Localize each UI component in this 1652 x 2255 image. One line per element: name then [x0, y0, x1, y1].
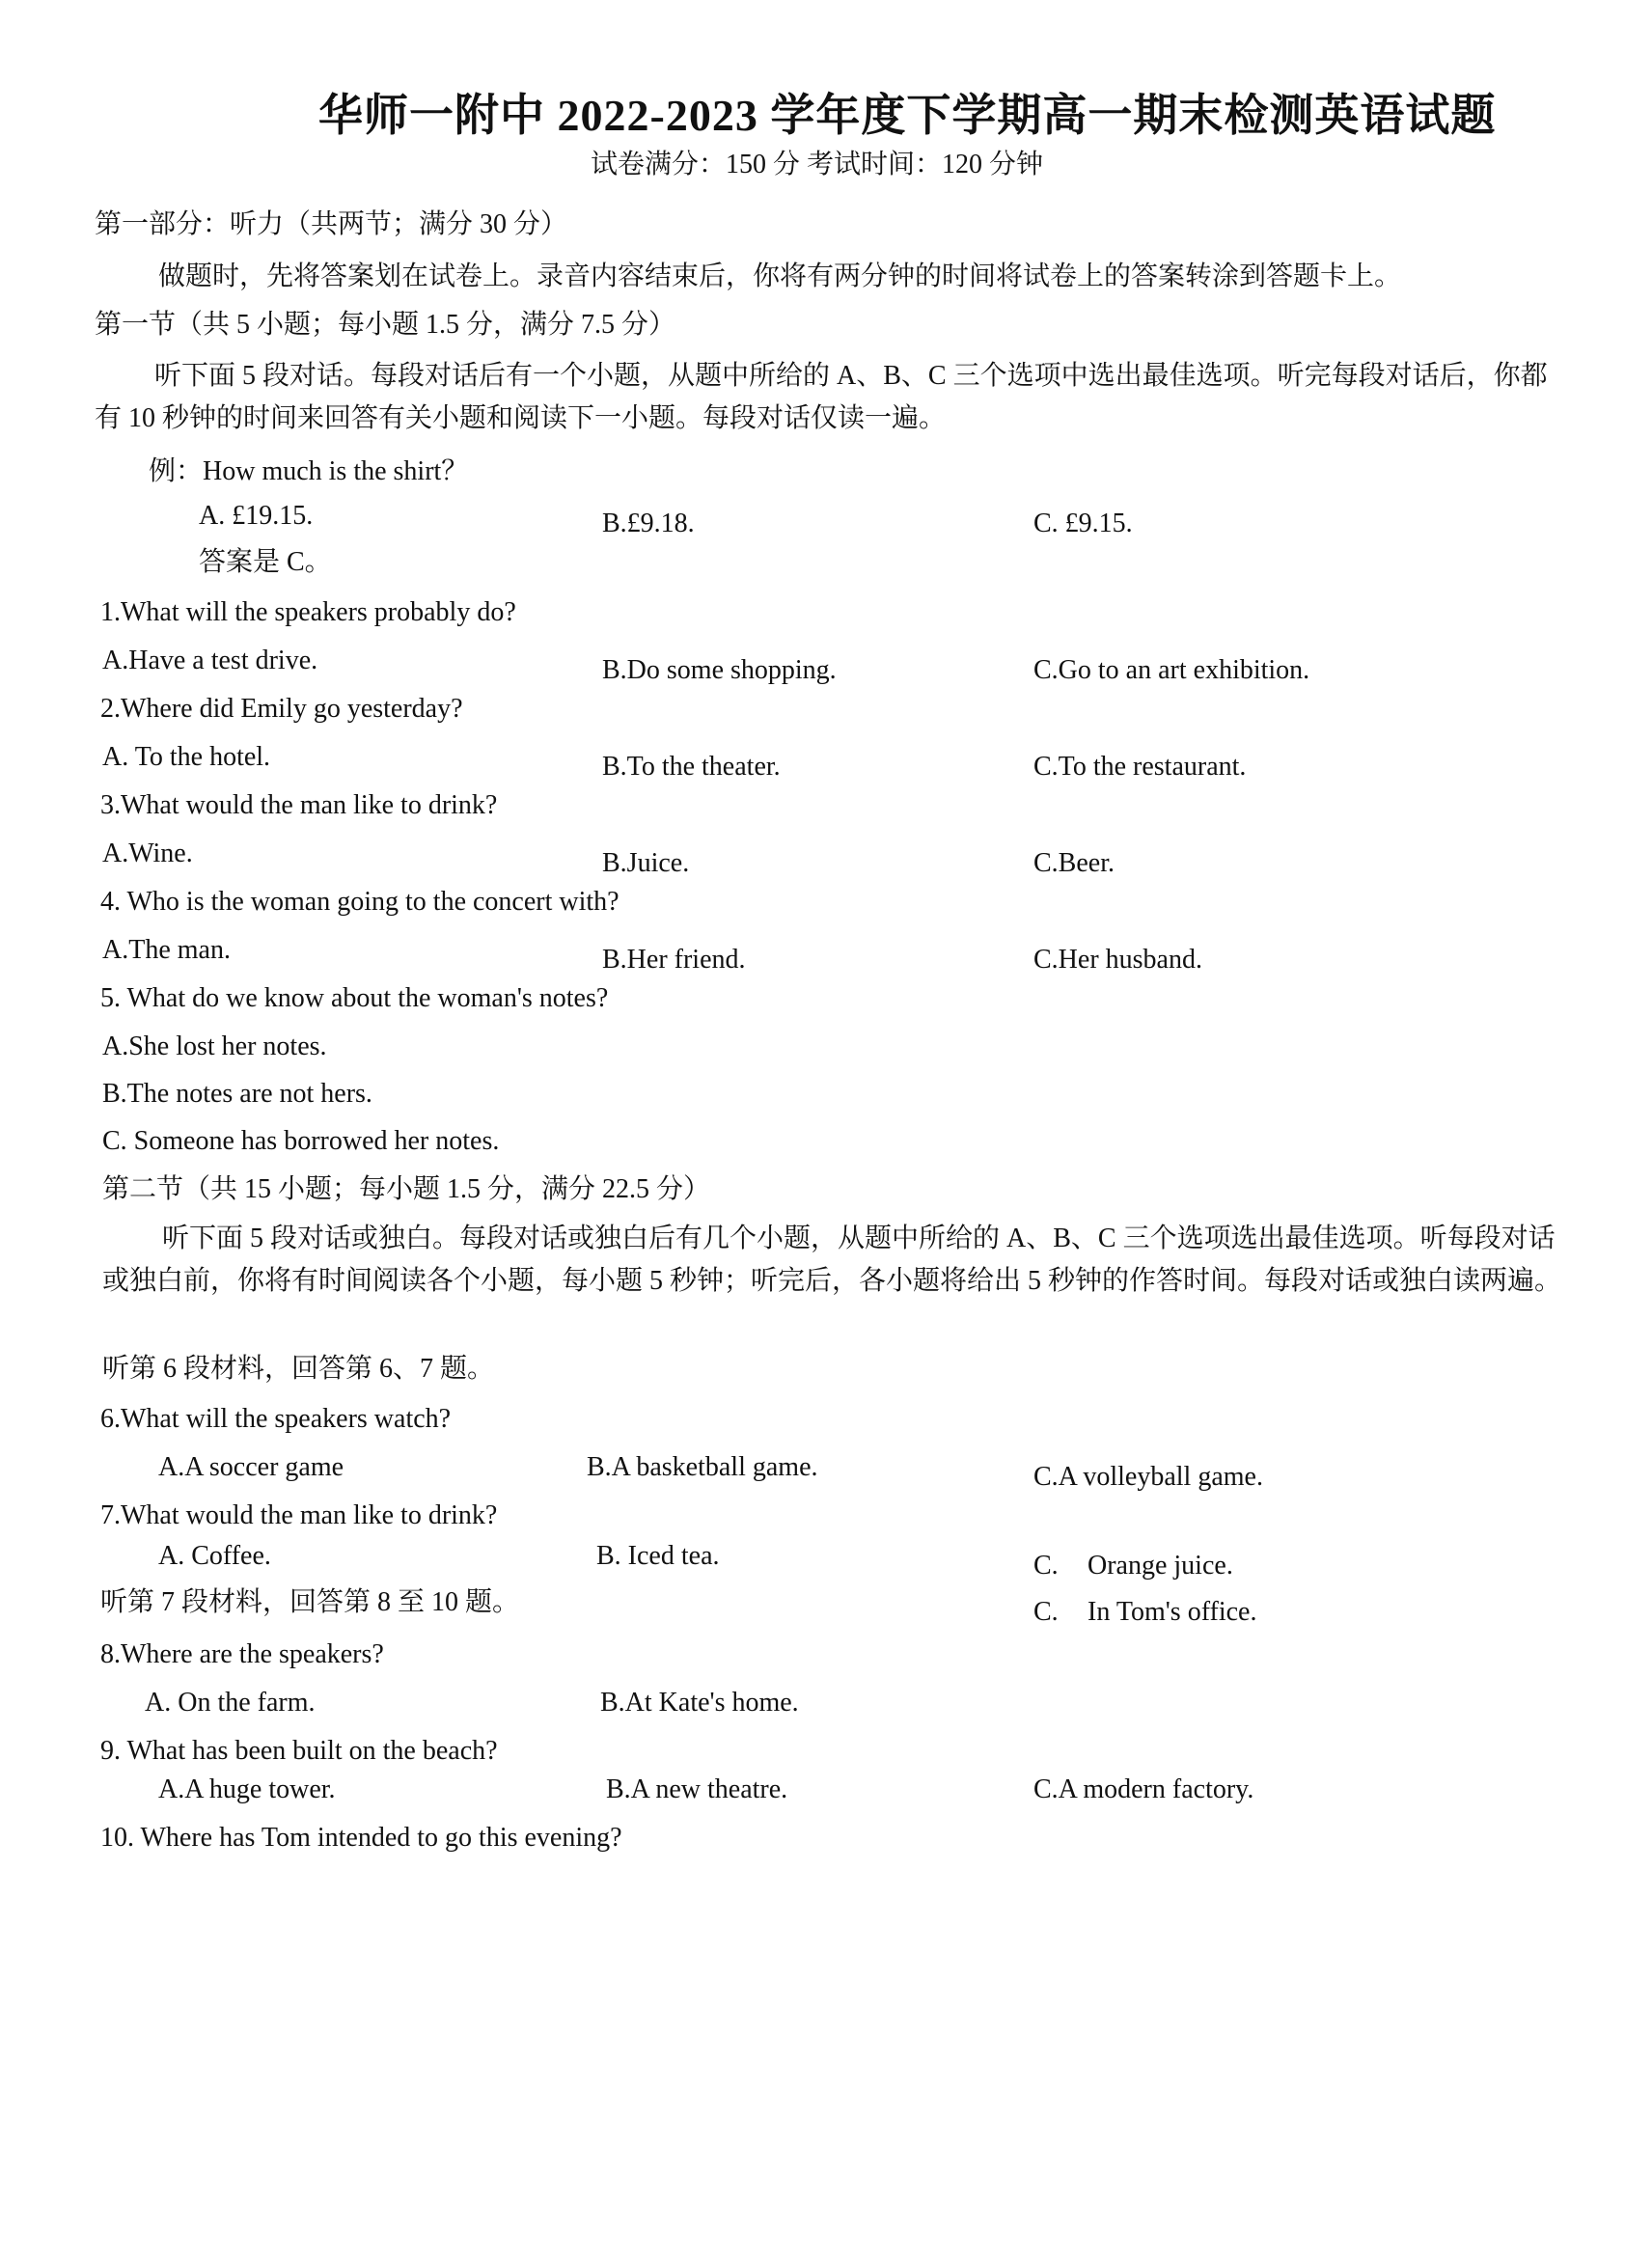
q2-option-c: C.To the restaurant. [1033, 752, 1247, 782]
q1-option-b: B.Do some shopping. [602, 655, 837, 685]
question-1: 1.What will the speakers probably do? [100, 597, 516, 627]
q8-option-a: A. On the farm. [145, 1688, 316, 1718]
section2-heading: 第二节（共 15 小题；每小题 1.5 分，满分 22.5 分） [102, 1174, 711, 1204]
q6-option-b: B.A basketball game. [587, 1452, 818, 1482]
q3-option-a: A.Wine. [102, 839, 193, 868]
q1-option-a: A.Have a test drive. [102, 646, 318, 675]
material-6-note: 听第 6 段材料，回答第 6、7 题。 [102, 1354, 495, 1384]
q8-option-b: B.At Kate's home. [600, 1688, 799, 1718]
example-option-b: B.£9.18. [602, 509, 695, 538]
q3-option-b: B.Juice. [602, 848, 690, 878]
q4-option-a: A.The man. [102, 935, 231, 965]
question-5: 5. What do we know about the woman's notes? [100, 983, 609, 1013]
question-6: 6.What will the speakers watch? [100, 1404, 452, 1434]
stray-option-letter: C. [1033, 1597, 1059, 1627]
q7-option-c-text: Orange juice. [1088, 1551, 1233, 1581]
question-2: 2.Where did Emily go yesterday? [100, 694, 463, 724]
q2-option-b: B.To the theater. [602, 752, 781, 782]
q4-option-b: B.Her friend. [602, 945, 746, 975]
section1-instruction: 听下面 5 段对话。每段对话后有一个小题，从题中所给的 A、B、C 三个选项中选出最佳选项。听完每段对话后，你都有 10 秒钟的时间来回答有关小题和阅读下一小题。每段对话仅读一遍。 [95, 361, 1548, 433]
section1-heading: 第一节（共 5 小题；每小题 1.5 分，满分 7.5 分） [95, 310, 676, 340]
example-option-c: C. £9.15. [1033, 509, 1133, 538]
q5-option-c: C. Someone has borrowed her notes. [102, 1126, 500, 1156]
example-question: 例：How much is the shirt？ [149, 456, 469, 486]
q7-option-c-letter: C. [1033, 1551, 1059, 1581]
q9-option-a: A.A huge tower. [158, 1774, 336, 1804]
q1-option-c: C.Go to an art exhibition. [1033, 655, 1310, 685]
part1-instruction: 做题时，先将答案划在试卷上。录音内容结束后，你将有两分钟的时间将试卷上的答案转涂到答题卡上。 [158, 261, 1402, 291]
question-9: 9. What has been built on the beach? [100, 1736, 498, 1766]
q9-option-b: B.A new theatre. [606, 1774, 788, 1804]
question-8: 8.Where are the speakers? [100, 1639, 384, 1669]
section2-instruction: 听下面 5 段对话或独白。每段对话或独白后有几个小题，从题中所给的 A、B、C 三个选项选出最佳选项。听每段对话或独白前，你将有时间阅读各个小题，每小题 5 秒钟；听完后，各小题将给出 5 秒钟的作答时间。每段对话或独白读两遍。 [102, 1224, 1562, 1296]
q6-option-a: A.A soccer game [158, 1452, 344, 1482]
question-3: 3.What would the man like to drink? [100, 790, 498, 820]
question-7: 7.What would the man like to drink? [100, 1500, 498, 1530]
question-10: 10. Where has Tom intended to go this evening? [100, 1823, 622, 1853]
q6-option-c: C.A volleyball game. [1033, 1462, 1263, 1492]
question-4: 4. Who is the woman going to the concert with? [100, 887, 620, 917]
exam-info: 试卷满分：150 分 考试时间：120 分钟 [591, 150, 1044, 179]
q4-option-c: C.Her husband. [1033, 945, 1202, 975]
page-title: 华师一附中 2022-2023 学年度下学期高一期末检测英语试题 [318, 91, 1497, 140]
q2-option-a: A. To the hotel. [102, 742, 271, 772]
q5-option-b: B.The notes are not hers. [102, 1079, 372, 1109]
q5-option-a: A.She lost her notes. [102, 1031, 327, 1061]
stray-option-text: In Tom's office. [1088, 1597, 1257, 1627]
q9-option-c: C.A modern factory. [1033, 1774, 1254, 1804]
example-answer: 答案是 C。 [199, 547, 332, 577]
q3-option-c: C.Beer. [1033, 848, 1115, 878]
example-option-a: A. £19.15. [199, 501, 314, 531]
q7-option-a: A. Coffee. [158, 1541, 271, 1571]
part1-heading: 第一部分：听力（共两节；满分 30 分） [95, 209, 568, 239]
material-7-note: 听第 7 段材料，回答第 8 至 10 题。 [100, 1587, 520, 1617]
q7-option-b: B. Iced tea. [596, 1541, 720, 1571]
